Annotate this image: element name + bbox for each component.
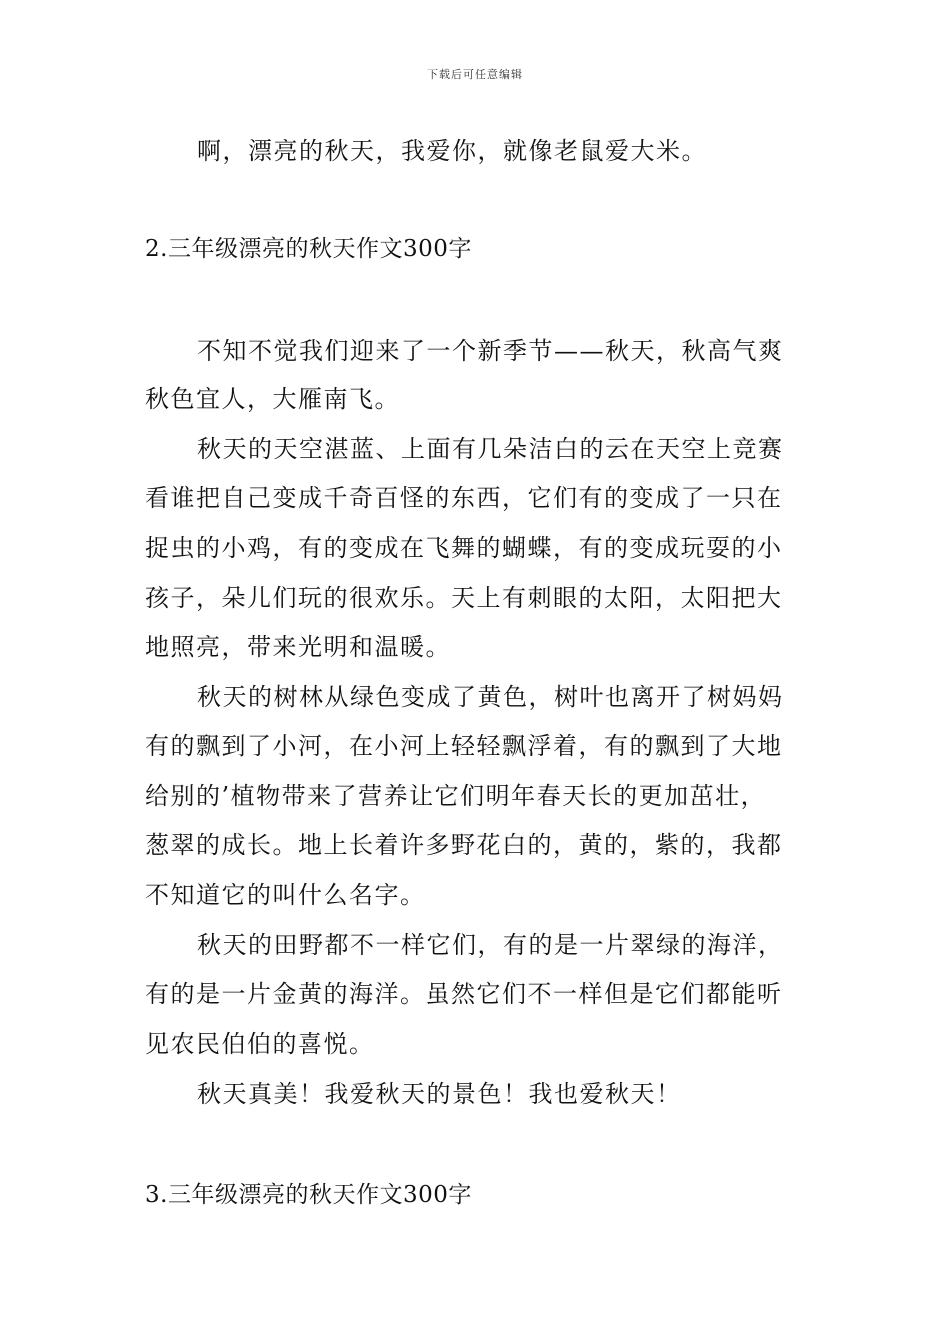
paragraph-line: 啊，漂亮的秋天，我爱你，就像老鼠爱大米。: [197, 137, 707, 165]
paragraph-line: 秋天真美！我爱秋天的景色！我也爱秋天！: [197, 1080, 682, 1108]
paragraph-line: 孩子，朵儿们玩的很欢乐。天上有刺眼的太阳，太阳把大: [145, 584, 783, 612]
paragraph-line: 有的飘到了小河，在小河上轻轻飘浮着，有的飘到了大地: [145, 732, 783, 760]
header-note: 下载后可任意编辑: [427, 68, 523, 81]
paragraph-line: 秋天的树林从绿色变成了黄色，树叶也离开了树妈妈: [197, 683, 784, 711]
paragraph-line: 看谁把自己变成千奇百怪的东西，它们有的变成了一只在: [145, 484, 783, 512]
paragraph-line: 地照亮，带来光明和温暖。: [145, 633, 451, 661]
section-heading: 2.三年级漂亮的秋天作文300字: [145, 236, 472, 262]
section-heading: 3.三年级漂亮的秋天作文300字: [145, 1182, 472, 1208]
paragraph-line: 秋天的天空湛蓝、上面有几朵洁白的云在天空上竞赛: [197, 435, 784, 463]
paragraph-line: 葱翠的成长。地上长着许多野花白的，黄的，紫的，我都: [145, 831, 783, 859]
paragraph-line: 见农民伯伯的喜悦。: [145, 1030, 375, 1058]
paragraph-line: 捉虫的小鸡，有的变成在飞舞的蝴蝶，有的变成玩耍的小: [145, 534, 783, 562]
paragraph-line: 不知不觉我们迎来了一个新季节——秋天，秋高气爽: [197, 337, 784, 365]
paragraph-line: 不知道它的叫什么名字。: [145, 881, 426, 909]
paragraph-line: 秋天的田野都不一样它们，有的是一片翠绿的海洋，: [197, 931, 784, 959]
paragraph-line: 秋色宜人，大雁南飞。: [145, 385, 400, 413]
paragraph-line: 有的是一片金黄的海洋。虽然它们不一样但是它们都能听: [145, 980, 783, 1008]
paragraph-line: 给别的’植物带来了营养让它们明年春天长的更加茁壮，: [145, 782, 767, 810]
